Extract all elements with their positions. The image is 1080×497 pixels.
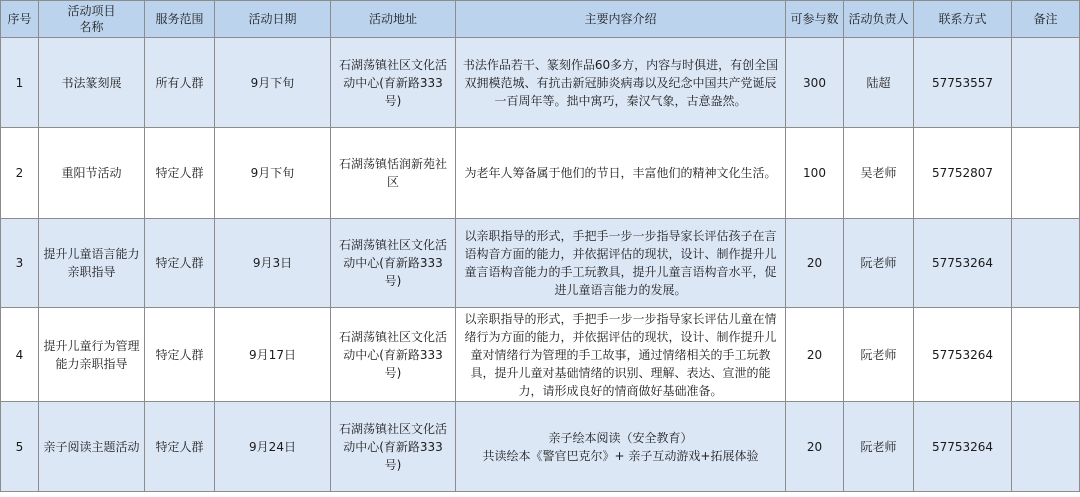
cell-name: 提升儿童行为管理能力亲职指导	[39, 308, 145, 402]
cell-date: 9月下旬	[215, 128, 331, 219]
cell-content	[456, 219, 786, 308]
table-row	[1, 128, 1080, 219]
cell-address: 石湖荡镇社区文化活动中心(育新路333号)	[331, 38, 456, 128]
cell-content	[456, 308, 786, 402]
cell-scope: 所有人群	[145, 38, 215, 128]
cell-manager: 阮老师	[844, 219, 914, 308]
header-project-line2: 名称	[79, 20, 104, 34]
header-content: 主要内容介绍	[456, 1, 786, 38]
cell-capacity: 20	[786, 308, 844, 402]
cell-capacity: 20	[786, 402, 844, 492]
cell-name: 提升儿童语言能力亲职指导	[39, 219, 145, 308]
header-address: 活动地址	[331, 1, 456, 38]
cell-content	[456, 128, 786, 219]
header-contact: 联系方式	[914, 1, 1012, 38]
cell-remark	[1012, 38, 1080, 128]
header-row	[1, 1, 1080, 38]
table-row	[1, 38, 1080, 128]
cell-remark	[1012, 308, 1080, 402]
cell-name: 重阳节活动	[39, 128, 145, 219]
cell-contact: 57752807	[914, 128, 1012, 219]
cell-contact: 57753264	[914, 402, 1012, 492]
cell-content	[456, 38, 786, 128]
cell-content-text: 亲子绘本阅读（安全教育）	[548, 430, 693, 445]
cell-capacity: 20	[786, 219, 844, 308]
cell-manager: 陆超	[844, 38, 914, 128]
cell-remark	[1012, 219, 1080, 308]
header-remark: 备注	[1012, 1, 1080, 38]
cell-remark	[1012, 402, 1080, 492]
header-manager: 活动负责人	[844, 1, 914, 38]
cell-content-text: 书法作品若干、篆刻作品60多方，内容与时俱进，有创全国双拥模范城、有抗击新冠肺炎病毒以及纪念中国共产党诞辰一百周年等。拙中寓巧，秦汉气象，古意盎然。	[462, 57, 779, 108]
cell-capacity: 300	[786, 38, 844, 128]
cell-seq: 2	[1, 128, 39, 219]
cell-scope: 特定人群	[145, 219, 215, 308]
cell-name: 亲子阅读主题活动	[39, 402, 145, 492]
header-seq: 序号	[1, 1, 39, 38]
cell-address: 石湖荡镇社区文化活动中心(育新路333号)	[331, 308, 456, 402]
cell-content-text: 以亲职指导的形式，手把手一步一步指导家长评估儿童在情绪行为方面的能力，并依据评估的现状，设计、制作提升儿童对情绪行为管理的手工故事，通过情绪相关的手工玩教具，提升儿童对基础情绪的识别、理解、表达、宣泄的能力，请形成良好的情商做好基础准备。	[464, 311, 777, 398]
header-project-line1: 活动项目	[67, 4, 116, 18]
header-scope: 服务范围	[145, 1, 215, 38]
header-project	[39, 1, 145, 38]
cell-content-text-line2: 共读绘本《警官巴克尔》+ 亲子互动游戏+拓展体验	[482, 448, 759, 463]
cell-capacity: 100	[786, 128, 844, 219]
cell-name: 书法篆刻展	[39, 38, 145, 128]
cell-content	[456, 402, 786, 492]
cell-contact: 57753557	[914, 38, 1012, 128]
cell-manager: 阮老师	[844, 308, 914, 402]
cell-manager: 吴老师	[844, 128, 914, 219]
cell-date: 9月17日	[215, 308, 331, 402]
cell-content-text: 以亲职指导的形式，手把手一步一步指导家长评估孩子在言语构音方面的能力，并依据评估的现状，设计、制作提升儿童言语构音能力的手工玩教具，提升儿童言语构音水平，促进儿童语言能力的发展。	[464, 229, 777, 297]
cell-content-text: 为老年人筹备属于他们的节日，丰富他们的精神文化生活。	[464, 166, 777, 180]
cell-scope: 特定人群	[145, 402, 215, 492]
table-row	[1, 219, 1080, 308]
cell-seq: 4	[1, 308, 39, 402]
cell-address: 石湖荡镇恬润新苑社区	[331, 128, 456, 219]
cell-remark	[1012, 128, 1080, 219]
table-row	[1, 402, 1080, 492]
header-date: 活动日期	[215, 1, 331, 38]
table-row	[1, 308, 1080, 402]
header-capacity: 可参与数	[786, 1, 844, 38]
cell-contact: 57753264	[914, 219, 1012, 308]
cell-seq: 1	[1, 38, 39, 128]
cell-scope: 特定人群	[145, 308, 215, 402]
cell-address: 石湖荡镇社区文化活动中心(育新路333号)	[331, 402, 456, 492]
cell-manager: 阮老师	[844, 402, 914, 492]
cell-address: 石湖荡镇社区文化活动中心(育新路333号)	[331, 219, 456, 308]
cell-date: 9月3日	[215, 219, 331, 308]
cell-scope: 特定人群	[145, 128, 215, 219]
cell-contact: 57753264	[914, 308, 1012, 402]
cell-date: 9月24日	[215, 402, 331, 492]
cell-seq: 3	[1, 219, 39, 308]
cell-seq: 5	[1, 402, 39, 492]
cell-date: 9月下旬	[215, 38, 331, 128]
